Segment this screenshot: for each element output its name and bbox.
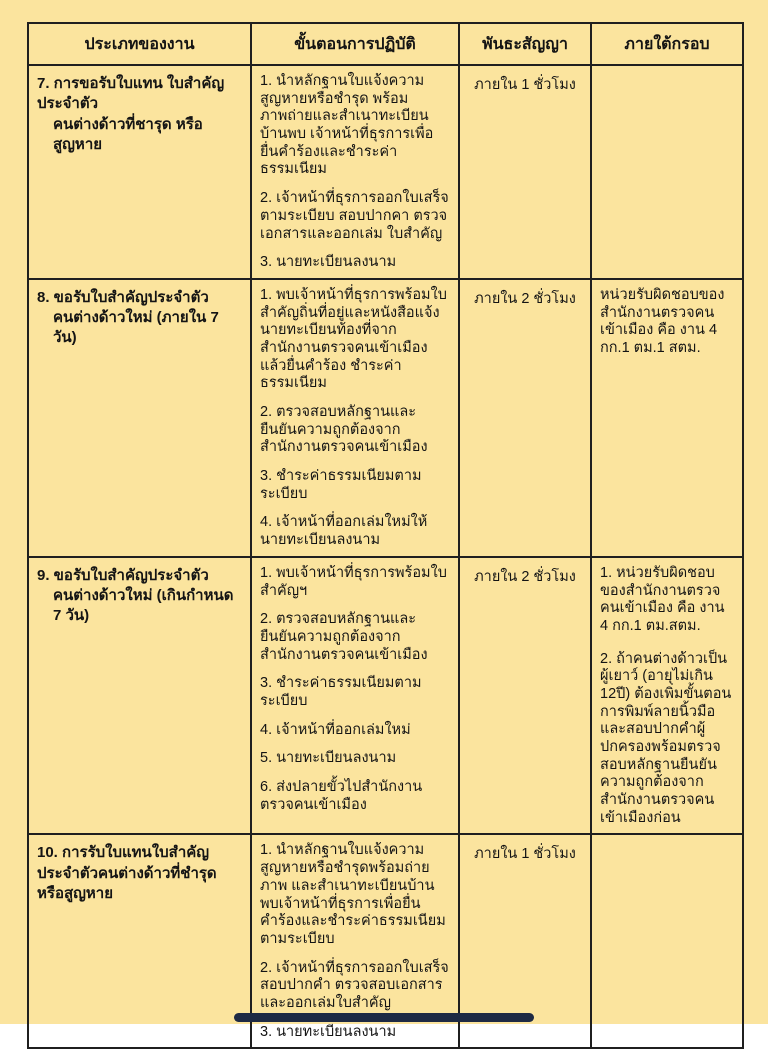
framework-note: 2. ถ้าคนต่างด้าวเป็นผู้เยาว์ (อายุไม่เกิน 12ปี) ต้องเพิ่มขั้นตอนการพิมพ์ลายนิ้วมือและสอบปากคำผู้ปกครองพร้อมตรวจสอบหลักฐานยืนยันความถูกต้องจากสำนักงานตรวจคนเข้าเมืองก่อน — [600, 650, 732, 826]
work-type-line: 8. ขอรับใบสำคัญประจำตัว — [37, 288, 209, 306]
commitment-cell: ภายใน 2 ชั่วโมง — [459, 557, 591, 835]
work-type-cell — [28, 557, 251, 835]
table-row-item-8 — [28, 279, 743, 557]
procedure-step: 5. นายทะเบียนลงนาม — [260, 750, 397, 767]
procedure-step: 3. นายทะเบียนลงนาม — [260, 254, 397, 271]
steps-cell — [251, 279, 459, 557]
procedure-step: 1. นำหลักฐานใบแจ้งความสูญหายหรือชำรุด พร้อมภาพถ่ายและสำเนาทะเบียนบ้านพบ เจ้าหน้าที่ธุรการเพื่อยื่นคำร้องและชำระค่าธรรมเนียม — [260, 73, 434, 178]
steps-cell — [251, 65, 459, 279]
framework-cell — [591, 65, 743, 279]
work-type-cell — [28, 279, 251, 557]
procedure-step: 2. ตรวจสอบหลักฐานและยืนยันความถูกต้องจากสำนักงานตรวจคนเข้าเมือง — [260, 611, 428, 663]
work-type-cell — [28, 65, 251, 279]
work-type-line: 10. การรับใบแทนใบสำคัญประจำตัวคนต่างด้าวที่ชำรุดหรือสูญหาย — [37, 844, 217, 902]
procedure-step: 2. ตรวจสอบหลักฐานและยืนยันความถูกต้องจากสำนักงานตรวจคนเข้าเมือง — [260, 404, 428, 456]
work-type-line: 7. การขอรับใบแทน ใบสำคัญประจำตัว — [37, 75, 225, 113]
procedure-step: 1. พบเจ้าหน้าที่ธุรการพร้อมใบสำคัญถิ่นที่อยู่และหนังสือแจ้งนายทะเบียนท้องที่จากสำนักงานตรวจคนเข้าเมืองแล้วยื่นคำร้อง ชำระค่าธรรมเนียม — [260, 286, 447, 392]
framework-note: 1. หน่วยรับผิดชอบของสำนักงานตรวจคนเข้าเมือง คือ งาน 4 กก.1 ตม.สตม. — [600, 564, 725, 634]
framework-note: หน่วยรับผิดชอบของสำนักงานตรวจคนเข้าเมือง คือ งาน 4 กก.1 ตม.1 สตม. — [600, 286, 725, 356]
procedure-step: 1. นำหลักฐานใบแจ้งความสูญหายหรือชำรุดพร้อมถ่ายภาพ และสำเนาทะเบียนบ้าน พบเจ้าหน้าที่ธุรการเพื่อยื่นคำร้องและชำระค่าธรรมเนียม ตามระเบียบ — [260, 842, 446, 947]
framework-cell — [591, 557, 743, 835]
procedure-step: 3. นายทะเบียนลงนาม — [260, 1023, 397, 1040]
framework-cell — [591, 834, 743, 1048]
header-procedure-steps: ขั้นตอนการปฏิบัติ — [251, 23, 459, 65]
header-framework: ภายใต้กรอบ — [591, 23, 743, 65]
procedure-table — [27, 22, 744, 1049]
procedure-step: 3. ชำระค่าธรรมเนียมตามระเบียบ — [260, 468, 422, 502]
procedure-step: 3. ชำระค่าธรรมเนียมตามระเบียบ — [260, 675, 422, 709]
home-indicator-bar[interactable] — [234, 1013, 534, 1022]
work-type-line: คนต่างด้าวที่ชารุด หรือ สูญหาย — [53, 115, 203, 153]
commitment-cell: ภายใน 2 ชั่วโมง — [459, 279, 591, 557]
work-type-line: คนต่างด้าวใหม่ (เกินกำหนด 7 วัน) — [53, 587, 234, 625]
procedure-step: 6. ส่งปลายขั้วไปสำนักงานตรวจคนเข้าเมือง — [260, 779, 423, 813]
work-type-cell — [28, 834, 251, 1048]
commitment-cell: ภายใน 1 ชั่วโมง — [459, 65, 591, 279]
header-commitment: พันธะสัญญา — [459, 23, 591, 65]
procedure-step: 4. เจ้าหน้าที่ออกเล่มใหม่ให้นายทะเบียนลงนาม — [260, 514, 428, 549]
work-type-line: 9. ขอรับใบสำคัญประจำตัว — [37, 566, 209, 584]
header-work-type: ประเภทของงาน — [28, 23, 251, 65]
table-row-item-7 — [28, 65, 743, 279]
work-type-line: คนต่างด้าวใหม่ (ภายใน 7 วัน) — [53, 309, 219, 347]
procedure-step: 1. พบเจ้าหน้าที่ธุรการพร้อมใบสำคัญฯ — [260, 564, 447, 599]
steps-cell — [251, 557, 459, 835]
procedure-step: 2. เจ้าหน้าที่ธุรการออกใบเสร็จ สอบปากคำ ตรวจสอบเอกสาร และออกเล่มใบสำคัญ — [260, 959, 449, 1011]
procedure-step: 4. เจ้าหน้าที่ออกเล่มใหม่ — [260, 721, 411, 738]
table-row-item-9 — [28, 557, 743, 835]
header-row — [28, 23, 743, 65]
framework-cell — [591, 279, 743, 557]
commitment-cell: ภายใน 1 ชั่วโมง — [459, 834, 591, 1048]
procedure-step: 2. เจ้าหน้าที่ธุรการออกใบเสร็จตามระเบียบ สอบปากคา ตรวจเอกสารและออกเล่ม ใบสำคัญ — [260, 190, 449, 242]
